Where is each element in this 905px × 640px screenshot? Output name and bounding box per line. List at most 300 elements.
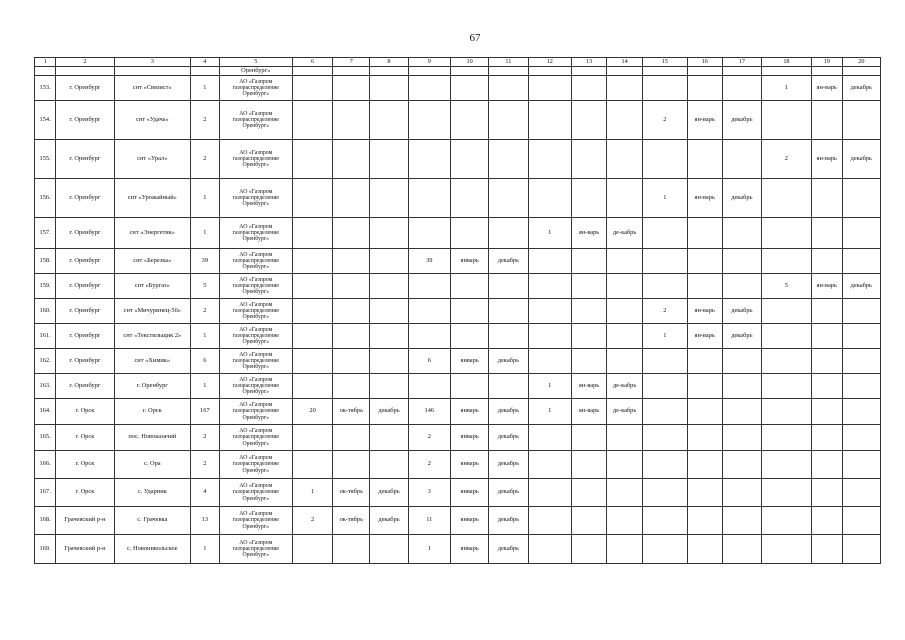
table-cell: г. Оренбург — [56, 374, 114, 399]
table-cell — [292, 425, 332, 451]
table-cell: г. Оренбург — [56, 249, 114, 274]
table-cell: 1 — [528, 399, 572, 425]
table-cell — [811, 535, 842, 564]
table-cell — [842, 218, 880, 249]
table-cell: ян-варь — [572, 218, 607, 249]
table-cell: декабрь — [489, 535, 528, 564]
row-number-cell: 161. — [35, 324, 56, 349]
table-cell: АО «Газпром газораспределение Оренбург» — [219, 374, 292, 399]
table-cell: ян-варь — [687, 299, 722, 324]
table-cell — [607, 179, 643, 218]
table-cell: 4 — [191, 479, 220, 507]
table-cell — [811, 101, 842, 140]
table-cell — [370, 76, 408, 101]
column-header: 1 — [35, 58, 56, 67]
table-cell: АО «Газпром газораспределение Оренбург» — [219, 218, 292, 249]
table-cell — [811, 399, 842, 425]
table-cell — [528, 425, 572, 451]
table-cell: г. Оренбург — [56, 218, 114, 249]
table-cell: г. Оренбург — [56, 349, 114, 374]
table-cell — [333, 374, 370, 399]
table-cell: декабрь — [842, 76, 880, 101]
table-cell: г. Оренбург — [56, 274, 114, 299]
column-header: 18 — [761, 58, 811, 67]
table-cell — [333, 324, 370, 349]
table-cell: г. Орск — [56, 479, 114, 507]
column-header: 20 — [842, 58, 880, 67]
table-cell — [761, 299, 811, 324]
table-cell — [292, 140, 332, 179]
table-cell — [408, 101, 450, 140]
table-cell — [722, 249, 761, 274]
column-header: 7 — [333, 58, 370, 67]
table-cell — [761, 535, 811, 564]
table-cell — [333, 349, 370, 374]
table-cell: снт «Урал» — [114, 140, 190, 179]
table-cell: декабрь — [489, 399, 528, 425]
table-cell: снт «Текстильщик 2» — [114, 324, 190, 349]
table-cell — [722, 274, 761, 299]
table-cell — [333, 218, 370, 249]
table-cell — [292, 249, 332, 274]
table-cell — [687, 140, 722, 179]
table-row — [35, 249, 881, 274]
column-header: 11 — [489, 58, 528, 67]
table-cell: АО «Газпром газораспределение Оренбург» — [219, 249, 292, 274]
table-cell — [811, 218, 842, 249]
table-cell — [333, 140, 370, 179]
table-cell: АО «Газпром газораспределение Оренбург» — [219, 76, 292, 101]
row-number-cell: 168. — [35, 507, 56, 535]
table-cell: 1 — [191, 374, 220, 399]
table-cell: с. Новоникольское — [114, 535, 190, 564]
table-cell — [292, 349, 332, 374]
table-cell — [292, 535, 332, 564]
table-cell — [528, 535, 572, 564]
table-cell — [333, 451, 370, 479]
table-cell: декабрь — [489, 249, 528, 274]
table-cell — [811, 479, 842, 507]
table-cell: г. Оренбург — [114, 374, 190, 399]
table-cell — [451, 101, 489, 140]
table-cell — [811, 299, 842, 324]
table-cell: январь — [451, 249, 489, 274]
table-cell — [687, 249, 722, 274]
table-cell — [451, 179, 489, 218]
table-cell — [722, 76, 761, 101]
table-cell: снт «Энергетик» — [114, 218, 190, 249]
table-cell: 39 — [408, 249, 450, 274]
table-row — [35, 101, 881, 140]
table-cell — [333, 535, 370, 564]
table-cell — [607, 535, 643, 564]
table-cell: АО «Газпром газораспределение Оренбург» — [219, 179, 292, 218]
table-cell — [607, 324, 643, 349]
table-cell: 2 — [191, 299, 220, 324]
table-cell — [687, 399, 722, 425]
table-row — [35, 535, 881, 564]
table-cell — [842, 101, 880, 140]
table-cell: январь — [451, 507, 489, 535]
column-header: 6 — [292, 58, 332, 67]
table-cell — [607, 101, 643, 140]
table-row — [35, 274, 881, 299]
table-cell — [643, 249, 688, 274]
column-header: 2 — [56, 58, 114, 67]
table-cell: г. Оренбург — [56, 299, 114, 324]
row-number-cell: 157. — [35, 218, 56, 249]
table-cell: де-кабрь — [607, 218, 643, 249]
table-cell: 1 — [292, 479, 332, 507]
table-cell: де-кабрь — [607, 399, 643, 425]
table-cell: декабрь — [489, 507, 528, 535]
table-cell — [811, 425, 842, 451]
table-cell: г. Орск — [56, 451, 114, 479]
table-cell: 2 — [292, 507, 332, 535]
table-cell: ян-варь — [811, 76, 842, 101]
table-cell — [761, 399, 811, 425]
table-cell: снт «Связист» — [114, 76, 190, 101]
table-cell — [722, 349, 761, 374]
table-cell — [370, 101, 408, 140]
table-cell — [489, 299, 528, 324]
table-cell — [643, 140, 688, 179]
table-cell: ок-тябрь — [333, 399, 370, 425]
table-cell: снт «Урожайный» — [114, 179, 190, 218]
table-cell: декабрь — [370, 399, 408, 425]
table-cell — [408, 179, 450, 218]
table-cell: январь — [451, 425, 489, 451]
table-cell: ян-варь — [687, 101, 722, 140]
table-cell: декабрь — [489, 451, 528, 479]
table-cell: декабрь — [370, 507, 408, 535]
table-cell — [528, 507, 572, 535]
table-cell: 3 — [408, 479, 450, 507]
table-cell: 146 — [408, 399, 450, 425]
column-header: 4 — [191, 58, 220, 67]
table-cell — [761, 101, 811, 140]
table-cell: декабрь — [489, 349, 528, 374]
table-cell — [687, 535, 722, 564]
table-cell — [761, 324, 811, 349]
table-cell: г. Оренбург — [56, 324, 114, 349]
table-cell: 6 — [191, 349, 220, 374]
table-cell — [408, 324, 450, 349]
table-cell — [489, 218, 528, 249]
table-cell — [572, 274, 607, 299]
table-cell — [842, 249, 880, 274]
table-cell — [722, 425, 761, 451]
table-cell — [842, 374, 880, 399]
table-cell — [292, 101, 332, 140]
table-cell: декабрь — [489, 479, 528, 507]
table-cell: г. Оренбург — [56, 140, 114, 179]
table-cell — [811, 324, 842, 349]
table-cell — [722, 479, 761, 507]
table-cell: 1 — [191, 218, 220, 249]
table-row — [35, 324, 881, 349]
table-cell: ок-тябрь — [333, 507, 370, 535]
table-cell — [370, 140, 408, 179]
table-cell — [292, 274, 332, 299]
column-header: 8 — [370, 58, 408, 67]
table-cell: ян-варь — [687, 179, 722, 218]
table-cell — [408, 218, 450, 249]
table-cell — [572, 179, 607, 218]
table-cell — [761, 349, 811, 374]
table-cell — [489, 140, 528, 179]
table-cell — [292, 324, 332, 349]
table-cell — [451, 324, 489, 349]
table-cell — [451, 76, 489, 101]
table-cell — [489, 374, 528, 399]
table-cell — [761, 507, 811, 535]
table-cell — [370, 299, 408, 324]
table-cell — [370, 349, 408, 374]
table-cell: ок-тябрь — [333, 479, 370, 507]
table-cell — [333, 299, 370, 324]
table-cell — [761, 374, 811, 399]
table-cell: АО «Газпром газораспределение Оренбург» — [219, 479, 292, 507]
table-cell: 1 — [761, 76, 811, 101]
table-cell — [842, 349, 880, 374]
table-cell: декабрь — [722, 299, 761, 324]
table-cell — [687, 425, 722, 451]
table-cell: АО «Газпром газораспределение Оренбург» — [219, 451, 292, 479]
table-cell — [292, 451, 332, 479]
table-cell — [607, 140, 643, 179]
table-cell: снт «Березка» — [114, 249, 190, 274]
table-cell — [528, 479, 572, 507]
table-cell — [489, 324, 528, 349]
table-cell — [687, 451, 722, 479]
table-cell — [572, 76, 607, 101]
table-cell — [572, 324, 607, 349]
table-cell — [607, 349, 643, 374]
table-cell: Грачевский р-н — [56, 535, 114, 564]
table-cell — [643, 399, 688, 425]
table-cell — [370, 249, 408, 274]
table-cell: АО «Газпром газораспределение Оренбург» — [219, 101, 292, 140]
table-row — [35, 507, 881, 535]
table-cell: г. Орск — [56, 425, 114, 451]
table-cell — [408, 274, 450, 299]
row-number-cell: 163. — [35, 374, 56, 399]
table-cell: Грачевский р-н — [56, 507, 114, 535]
table-cell: декабрь — [842, 140, 880, 179]
table-cell — [722, 535, 761, 564]
table-cell — [607, 507, 643, 535]
table-cell — [842, 479, 880, 507]
table-row — [35, 218, 881, 249]
row-number-cell: 159. — [35, 274, 56, 299]
table-cell — [370, 218, 408, 249]
table-cell: г. Оренбург — [56, 76, 114, 101]
table-cell — [643, 76, 688, 101]
table-cell: г. Орск — [114, 399, 190, 425]
table-cell: 1 — [191, 324, 220, 349]
table-cell — [292, 374, 332, 399]
table-cell — [643, 425, 688, 451]
table-cell — [842, 299, 880, 324]
table-cell: 2 — [191, 101, 220, 140]
table-cell — [687, 274, 722, 299]
table-cell: 2 — [643, 299, 688, 324]
table-cell — [333, 274, 370, 299]
table-cell: 5 — [191, 274, 220, 299]
table-cell — [722, 507, 761, 535]
table-cell: АО «Газпром газораспределение Оренбург» — [219, 324, 292, 349]
table-cell — [451, 299, 489, 324]
table-cell: январь — [451, 479, 489, 507]
column-header: 15 — [643, 58, 688, 67]
table-cell: 1 — [643, 179, 688, 218]
table-cell — [528, 274, 572, 299]
table-cell — [370, 535, 408, 564]
table-cell — [528, 76, 572, 101]
table-cell: АО «Газпром газораспределение Оренбург» — [219, 507, 292, 535]
table-cell — [607, 274, 643, 299]
table-cell: 2 — [408, 451, 450, 479]
table-cell — [761, 479, 811, 507]
table-cell: 2 — [761, 140, 811, 179]
table-cell: 20 — [292, 399, 332, 425]
table-row — [35, 451, 881, 479]
table-cell — [528, 101, 572, 140]
schedule-table — [34, 57, 881, 564]
row-number-cell: 155. — [35, 140, 56, 179]
table-cell — [489, 274, 528, 299]
table-cell: ян-варь — [811, 274, 842, 299]
row-number-cell: 156. — [35, 179, 56, 218]
table-cell — [572, 479, 607, 507]
row-number-cell: 169. — [35, 535, 56, 564]
table-cell — [722, 140, 761, 179]
table-cell — [761, 179, 811, 218]
row-number-cell: 154. — [35, 101, 56, 140]
table-cell — [333, 179, 370, 218]
table-cell: пос. Новоказачий — [114, 425, 190, 451]
table-cell — [811, 249, 842, 274]
table-cell: АО «Газпром газораспределение Оренбург» — [219, 425, 292, 451]
table-cell — [811, 374, 842, 399]
table-cell: г. Оренбург — [56, 179, 114, 218]
table-cell — [370, 425, 408, 451]
table-cell — [761, 451, 811, 479]
table-cell — [761, 249, 811, 274]
table-cell — [572, 299, 607, 324]
table-cell — [572, 451, 607, 479]
table-cell — [489, 101, 528, 140]
table-cell — [408, 140, 450, 179]
table-cell: 1 — [191, 179, 220, 218]
table-cell: 6 — [408, 349, 450, 374]
table-cell: АО «Газпром газораспределение Оренбург» — [219, 274, 292, 299]
table-cell — [333, 76, 370, 101]
table-row — [35, 425, 881, 451]
table-cell — [528, 324, 572, 349]
table-row — [35, 479, 881, 507]
table-cell — [607, 299, 643, 324]
table-cell — [687, 218, 722, 249]
table-cell: 1 — [191, 535, 220, 564]
table-cell — [687, 507, 722, 535]
table-cell: январь — [451, 399, 489, 425]
table-cell — [687, 479, 722, 507]
table-row — [35, 179, 881, 218]
table-cell: 11 — [408, 507, 450, 535]
table-header — [35, 58, 881, 67]
table-cell — [722, 218, 761, 249]
table-cell — [408, 374, 450, 399]
table-cell — [370, 374, 408, 399]
table-cell: снт «Мичуринец-50» — [114, 299, 190, 324]
column-header: 5 — [219, 58, 292, 67]
table-cell: ян-варь — [572, 374, 607, 399]
table-cell — [408, 299, 450, 324]
table-cell — [687, 76, 722, 101]
table-cell: 13 — [191, 507, 220, 535]
table-cell: 1 — [643, 324, 688, 349]
table-cell — [572, 425, 607, 451]
table-cell: 1 — [528, 218, 572, 249]
table-cell — [451, 274, 489, 299]
table-cell: 1 — [528, 374, 572, 399]
table-cell: АО «Газпром газораспределение Оренбург» — [219, 349, 292, 374]
table-cell: январь — [451, 451, 489, 479]
table-cell: с. Ора — [114, 451, 190, 479]
table-cell — [722, 374, 761, 399]
table-cell — [333, 249, 370, 274]
table-cell: декабрь — [722, 101, 761, 140]
column-header: 14 — [607, 58, 643, 67]
row-number-cell: 166. — [35, 451, 56, 479]
carryover-row — [35, 67, 881, 76]
table-cell: г. Орск — [56, 399, 114, 425]
table-cell: АО «Газпром газораспределение Оренбург» — [219, 535, 292, 564]
table-cell — [761, 218, 811, 249]
table-cell — [842, 179, 880, 218]
table-cell: ян-варь — [811, 140, 842, 179]
row-number-cell: 153. — [35, 76, 56, 101]
table-cell — [292, 299, 332, 324]
table-cell: АО «Газпром газораспределение Оренбург» — [219, 399, 292, 425]
table-cell — [572, 535, 607, 564]
table-cell: 2 — [191, 451, 220, 479]
table-cell: декабрь — [842, 274, 880, 299]
table-cell: 2 — [408, 425, 450, 451]
table-cell — [572, 140, 607, 179]
table-cell: январь — [451, 349, 489, 374]
table-cell — [370, 274, 408, 299]
table-cell — [607, 479, 643, 507]
column-header: 19 — [811, 58, 842, 67]
column-header: 9 — [408, 58, 450, 67]
column-header: 16 — [687, 58, 722, 67]
table-cell: с. Ударник — [114, 479, 190, 507]
table-cell — [643, 349, 688, 374]
table-cell — [811, 179, 842, 218]
table-cell — [451, 140, 489, 179]
row-number-cell: 167. — [35, 479, 56, 507]
table-cell: январь — [451, 535, 489, 564]
table-row — [35, 374, 881, 399]
table-cell — [370, 324, 408, 349]
table-row — [35, 140, 881, 179]
table-cell — [292, 218, 332, 249]
table-cell — [572, 249, 607, 274]
table-cell — [489, 76, 528, 101]
